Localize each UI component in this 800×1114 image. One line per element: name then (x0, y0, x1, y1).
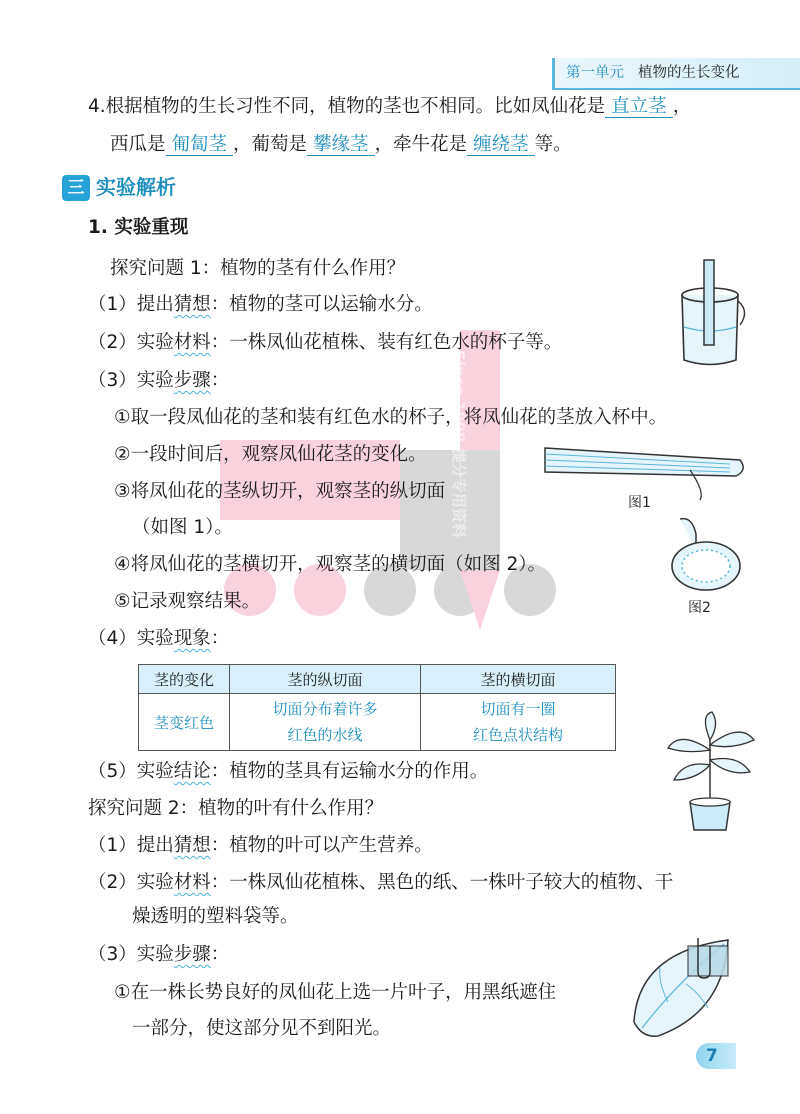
answer-blank: 攀缘茎 (307, 134, 375, 156)
watermark-text: Since 1999 提分专用资料 (450, 350, 468, 538)
q1-step-2: （2）实验材料：一株凤仙花植株、装有红色水的杯子等。 (88, 332, 563, 353)
result-table (138, 664, 616, 751)
stem-cross-section-illustration (662, 514, 748, 594)
q1-step-1: （1）提出猜想：植物的茎可以运输水分。 (88, 294, 433, 315)
section-badge: 三 (62, 175, 90, 201)
table-cell: 切面有一圈 红色点状结构 (421, 694, 616, 751)
question-1: 探究问题 1：植物的茎有什么作用？ (110, 258, 406, 279)
page-number: 7 (706, 1046, 718, 1066)
figure-2-caption: 图2 (688, 600, 711, 616)
q2-step-2-cont: 燥透明的塑料袋等。 (132, 906, 299, 927)
table-header-cell: 茎的纵切面 (230, 665, 421, 694)
q2-step-3: （3）实验步骤： (88, 944, 230, 965)
q2-step-2: （2）实验材料：一株凤仙花植株、黑色的纸、一株叶子较大的植物、干 (88, 872, 674, 893)
answer-blank: 匍匐茎 (166, 134, 234, 156)
chapter-title: 植物的生长变化 (638, 65, 740, 81)
q2-substep-1-cont: 一部分，使这部分见不到阳光。 (132, 1018, 392, 1039)
substep-2: ②一段时间后，观察凤仙花茎的变化。 (114, 444, 427, 465)
figure-1-caption: 图1 (628, 495, 651, 511)
cup-with-stem-illustration (670, 255, 750, 370)
question-2: 探究问题 2：植物的叶有什么作用？ (88, 798, 384, 819)
item-4-line-2: 西瓜是 匍匐茎 ，葡萄是 攀缘茎 ，牵牛花是 缠绕茎 等。 (110, 134, 572, 155)
substep-1: ①取一段凤仙花的茎和装有红色水的杯子，将凤仙花的茎放入杯中。 (114, 407, 668, 428)
section-title: 实验解析 (96, 175, 176, 199)
table-row (139, 694, 616, 751)
substep-4: ④将凤仙花的茎横切开，观察茎的横切面（如图 2）。 (114, 554, 546, 575)
leaf-with-paper-illustration (628, 932, 738, 1042)
table-cell: 茎变红色 (139, 694, 230, 751)
table-cell: 切面分布着许多 红色的水线 (230, 694, 421, 751)
q2-step-1: （1）提出猜想：植物的叶可以产生营养。 (88, 835, 433, 856)
header-divider (552, 88, 800, 90)
q1-step-3: （3）实验步骤： (88, 370, 230, 391)
substep-3: ③将凤仙花的茎纵切开，观察茎的纵切面 (114, 481, 446, 502)
table-header-cell: 茎的横切面 (421, 665, 616, 694)
table-header-row (139, 665, 616, 694)
answer-blank: 缠绕茎 (467, 134, 535, 156)
q2-substep-1: ①在一株长势良好的凤仙花上选一片叶子，用黑纸遮住 (114, 982, 557, 1003)
unit-label: 第一单元 (566, 65, 624, 81)
potted-plant-illustration (660, 710, 760, 835)
q1-step-5: （5）实验结论：植物的茎具有运输水分的作用。 (88, 761, 489, 782)
experiment-heading: 1. 实验重现 (88, 217, 189, 238)
answer-blank: 直立茎 (605, 96, 673, 118)
substep-3-cont: （如图 1）。 (132, 517, 233, 538)
q1-step-4: （4）实验现象： (88, 628, 230, 649)
item-4-line-1: 4.根据植物的生长习性不同，植物的茎也不相同。比如凤仙花是 直立茎 ， (88, 96, 692, 117)
substep-5: ⑤记录观察结果。 (114, 591, 261, 612)
table-header-cell: 茎的变化 (139, 665, 230, 694)
